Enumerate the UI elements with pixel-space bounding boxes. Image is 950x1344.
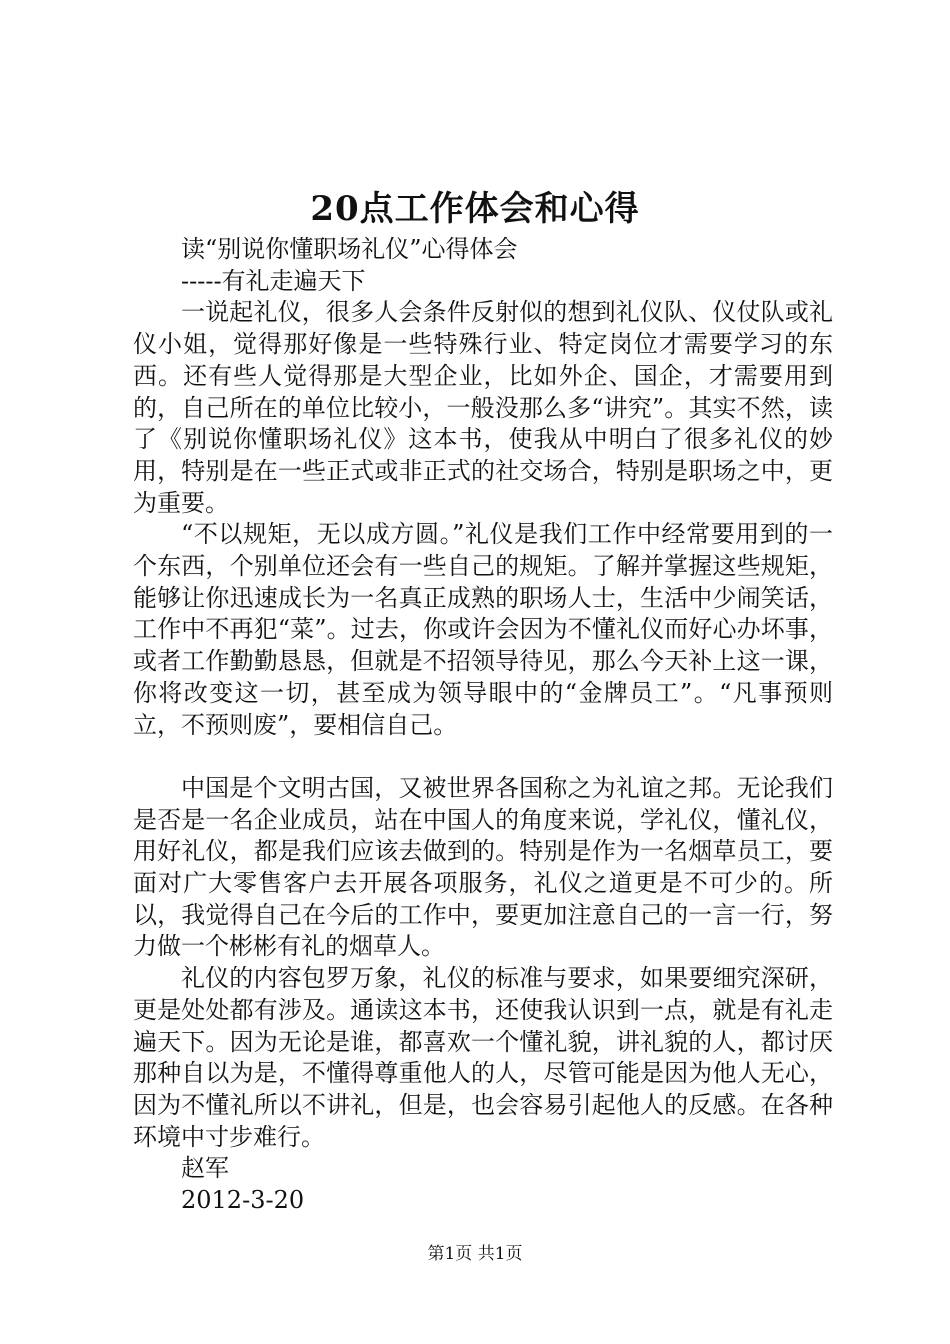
document-date: 2012-3-20 [181,1186,305,1215]
author-name: 赵军 [181,1154,229,1183]
tagline: -----有礼走遍天下 [181,266,366,295]
paragraph-3: 中国是个文明古国，又被世界各国称之为礼谊之邦。无论我们是否是一名企业成员，站在中国人的角度来说，学礼仪，懂礼仪，用好礼仪，都是我们应该去做到的。特别是作为一名烟草员工，要面对广大零售客户去开展各项服务，礼仪之道更是不可少的。所以，我觉得自己在今后的工作中，要更加注意自己的一言一行，努力做一个彬彬有礼的烟草人。 [133,773,833,961]
page-footer: 第1页 共1页 [427,1244,523,1264]
paragraph-4: 礼仪的内容包罗万象，礼仪的标准与要求，如果要细究深研，更是处处都有涉及。通读这本书，还使我认识到一点，就是有礼走遍天下。因为无论是谁，都喜欢一个懂礼貌，讲礼貌的人，都讨厌那种自以为是，不懂得尊重他人的人，尽管可能是因为他人无心，因为不懂礼所以不讲礼，但是，也会容易引起他人的反感。在各种环境中寸步难行。 [133,964,833,1151]
document-body [133,234,833,1217]
subtitle: 读“别说你懂职场礼仪”心得体会 [181,235,518,263]
paragraph-1: 一说起礼仪，很多人会条件反射似的想到礼仪队、仪仗队或礼仪小姐，觉得那好像是一些特殊行业、特定岗位才需要学习的东西。还有些人觉得那是大型企业，比如外企、国企，才需要用到的，自己所在的单位比较小，一般没那么多“讲究”。其实不然，读了《别说你懂职场礼仪》这本书，使我从中明白了很多礼仪的妙用，特别是在一些正式或非正式的社交场合，特别是职场之中，更为重要。 [133,298,833,517]
document-title: 20点工作体会和心得 [310,189,640,229]
paragraph-2: “不以规矩，无以成方圆。”礼仪是我们工作中经常要用到的一个东西，个别单位还会有一些自己的规矩。了解并掌握这些规矩，能够让你迅速成长为一名真正成熟的职场人士，生活中少闹笑话，工作中不再犯“菜”。过去，你或许会因为不懂礼仪而好心办坏事，或者工作勤勤恳恳，但就是不招领导待见，那么今天补上这一课，你将改变这一切，甚至成为领导眼中的“金牌员工”。“凡事预则立，不预则废”，要相信自己。 [133,520,833,739]
blank-line [133,741,833,773]
